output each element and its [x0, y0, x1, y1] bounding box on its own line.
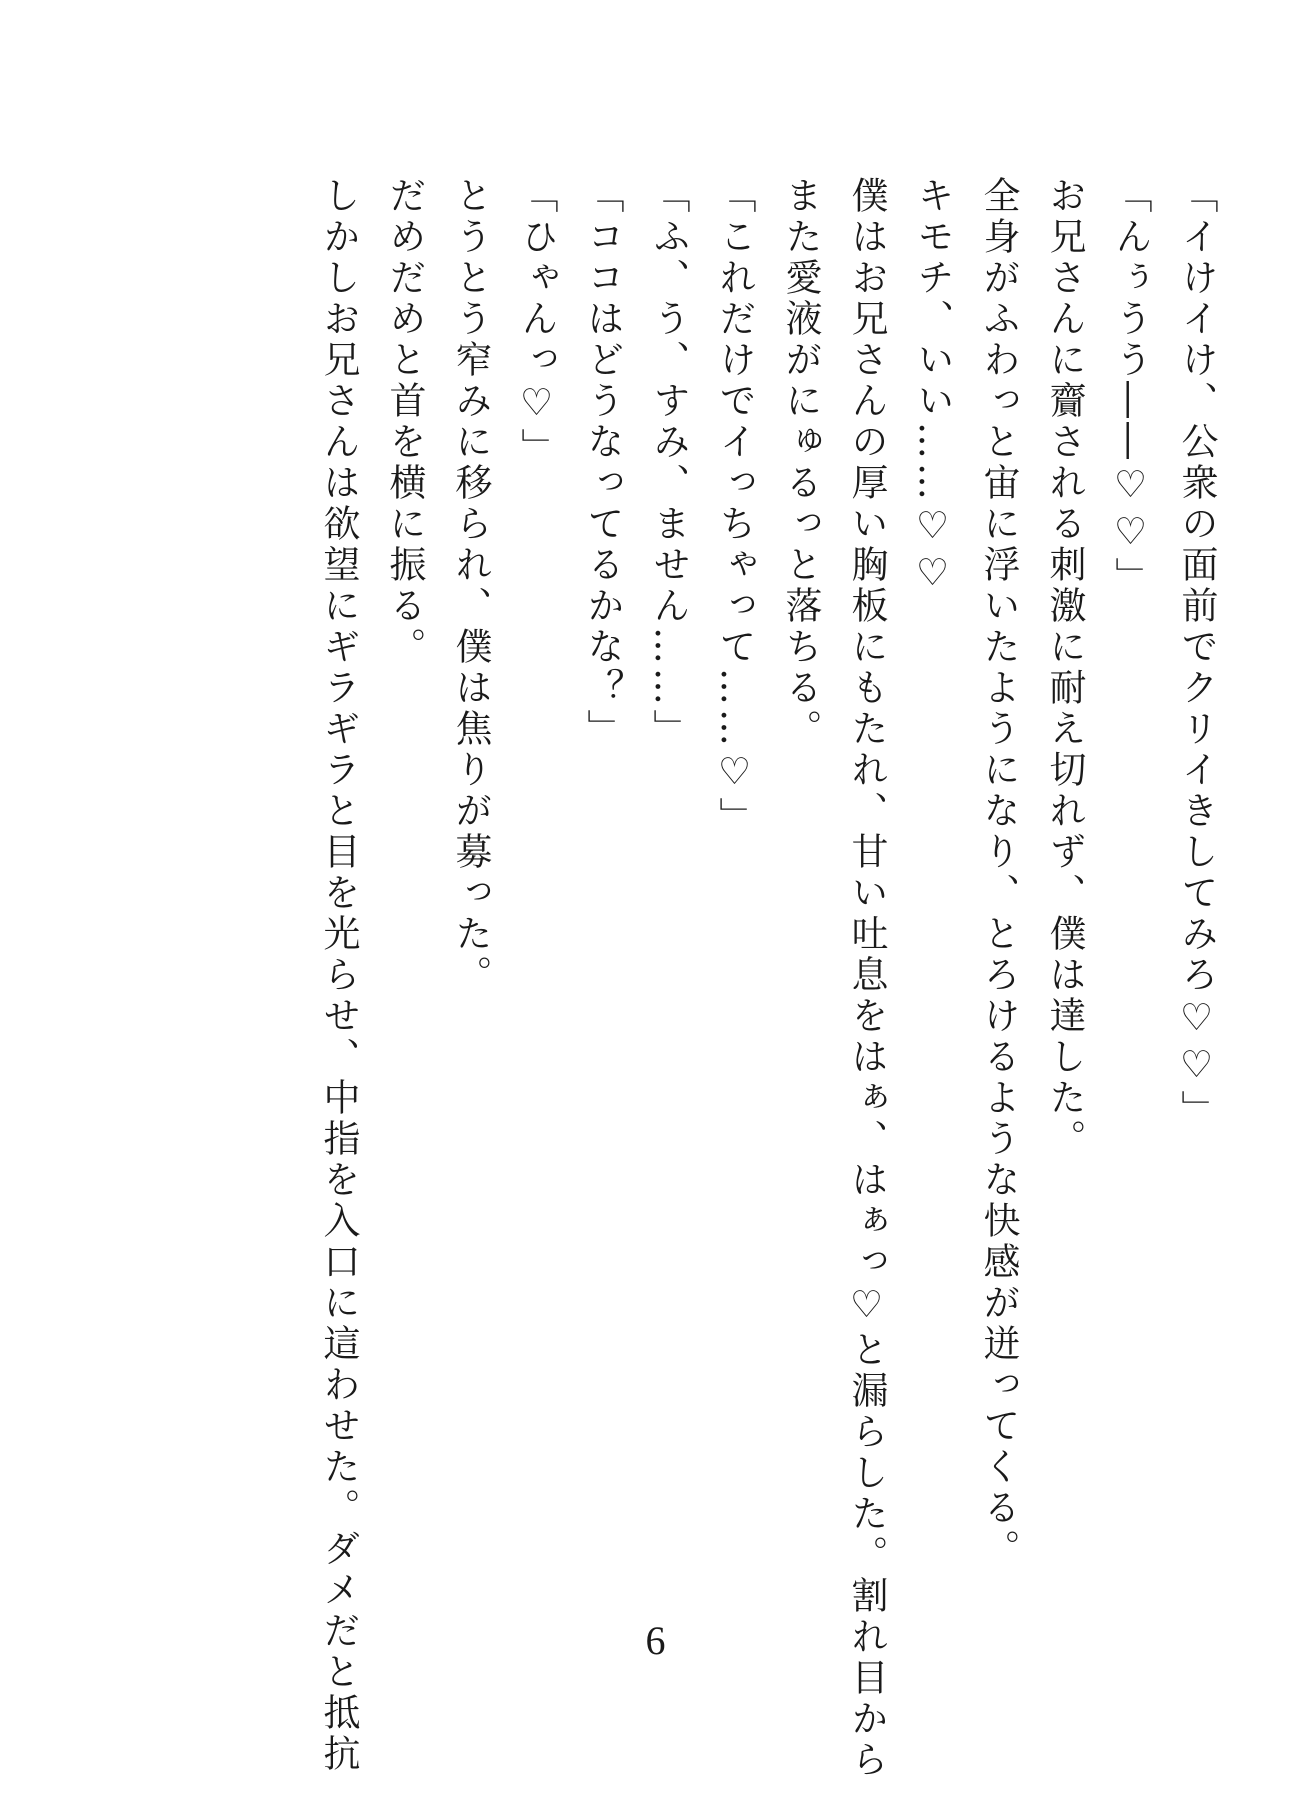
text-line: しかしお兄さんは欲望にギラギラと目を光らせ、中指を入口に這わせた。ダメだと抵抗 — [317, 176, 360, 1775]
text-line: 「ココはどうなってるかな？」 — [581, 176, 624, 750]
text-line: また愛液がにゅるっと落ちる。 — [779, 176, 822, 750]
text-line: 「ふ、う、すみ、ません……」 — [647, 176, 690, 750]
text-line: とうとう窄みに移られ、僕は焦りが募った。 — [449, 176, 492, 996]
text-line: だめだめと首を横に振る。 — [383, 176, 426, 668]
text-line: 「イけイけ、公衆の面前でクリイきしてみろ♡♡」 — [1175, 176, 1218, 1131]
text-line: 「んぅうう――♡♡」 — [1109, 176, 1152, 598]
vertical-text-body — [305, 176, 1229, 1781]
text-line: キモチ、いい……♡♡ — [911, 176, 954, 598]
text-line: お兄さんに齎される刺激に耐え切れず、僕は達した。 — [1043, 176, 1086, 1160]
text-line: 「ひゃんっ♡」 — [515, 176, 558, 469]
page-number: 6 — [645, 1618, 666, 1663]
text-line: 全身がふわっと宙に浮いたようになり、とろけるような快感が迸ってくる。 — [977, 176, 1020, 1570]
text-line: 「これだけでイっちゃって……♡」 — [713, 176, 756, 838]
text-line: 僕はお兄さんの厚い胸板にもたれ、甘い吐息をはぁ、はぁっ♡と漏らした。割れ目から — [845, 176, 888, 1781]
